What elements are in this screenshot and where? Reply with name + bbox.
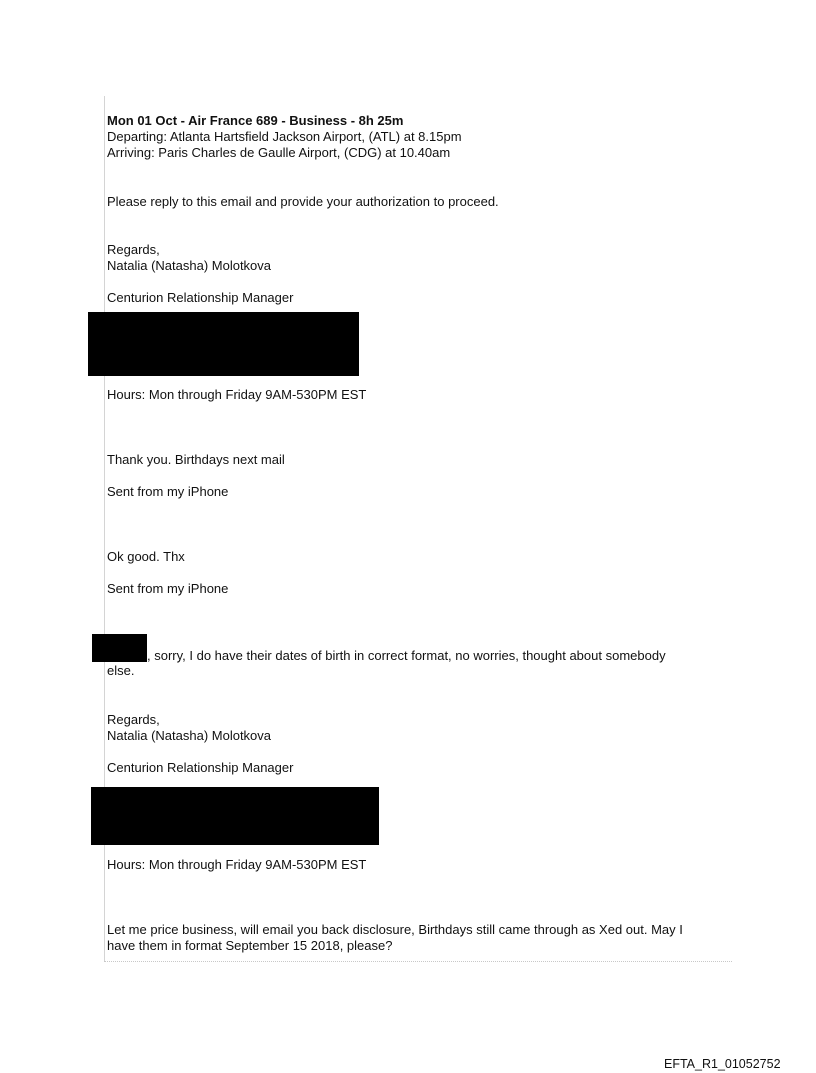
flight-departing: Departing: Atlanta Hartsfield Jackson Airport, (ATL) at 8.15pm xyxy=(107,129,462,144)
redaction-box xyxy=(92,634,147,662)
reply-text: Ok good. Thx xyxy=(107,549,185,564)
flight-arriving: Arriving: Paris Charles de Gaulle Airport, (CDG) at 10.40am xyxy=(107,145,451,160)
redaction-box xyxy=(91,787,379,845)
message-line: have them in format September 15 2018, please? xyxy=(107,938,393,953)
reply-text: Thank you. Birthdays next mail xyxy=(107,452,285,467)
sent-from-iphone: Sent from my iPhone xyxy=(107,581,229,596)
signature-title: Centurion Relationship Manager xyxy=(107,290,294,305)
flight-heading: Mon 01 Oct - Air France 689 - Business - 8h 25m xyxy=(107,113,404,128)
message-line: , sorry, I do have their dates of birth in correct format, no worries, thought about somebody xyxy=(147,648,666,663)
signature-name: Natalia (Natasha) Molotkova xyxy=(107,258,272,273)
authorization-request: Please reply to this email and provide your authorization to proceed. xyxy=(107,194,499,209)
message-line: Let me price business, will email you back disclosure, Birthdays still came through as Xed out. May I xyxy=(107,922,683,937)
signature-hours: Hours: Mon through Friday 9AM-530PM EST xyxy=(107,857,367,872)
signature-hours: Hours: Mon through Friday 9AM-530PM EST xyxy=(107,387,367,402)
signature-regards: Regards, xyxy=(107,242,160,257)
signature-title: Centurion Relationship Manager xyxy=(107,760,294,775)
quote-bottom-rule xyxy=(104,961,732,962)
sent-from-iphone: Sent from my iPhone xyxy=(107,484,229,499)
signature-regards: Regards, xyxy=(107,712,160,727)
message-line: else. xyxy=(107,663,135,678)
redaction-box xyxy=(88,312,359,376)
signature-name: Natalia (Natasha) Molotkova xyxy=(107,728,272,743)
document-id: EFTA_R1_01052752 xyxy=(664,1057,781,1071)
